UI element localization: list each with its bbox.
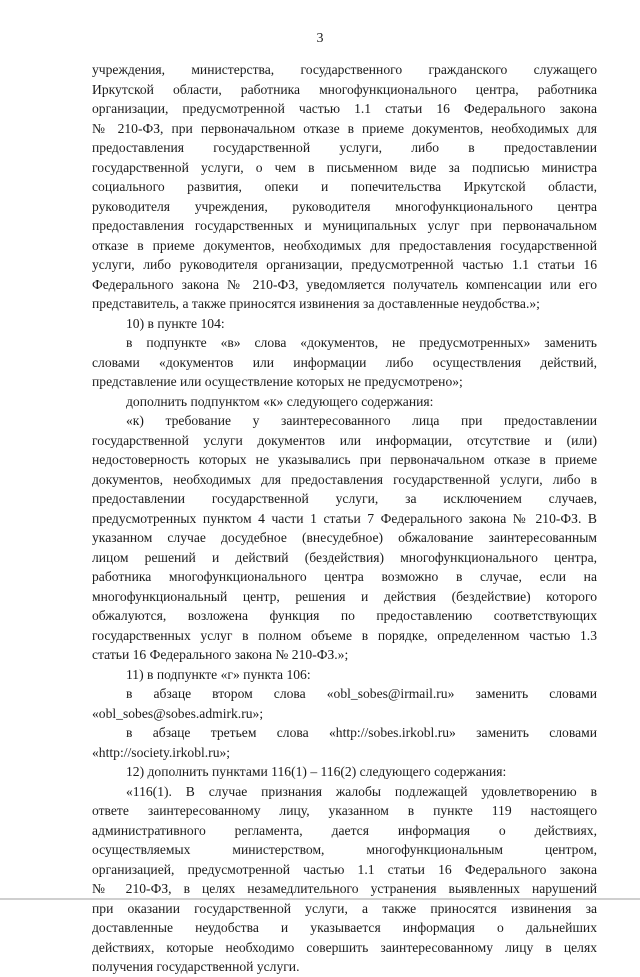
text-line: № 210-ФЗ, при первоначальном отказе в приеме документов, необходимых для	[92, 120, 597, 136]
text-line: статьи 16 Федерального закона № 210-ФЗ.»;	[92, 647, 349, 662]
text-line: Федерального закона № 210-ФЗ, уведомляется получатель компенсации или его	[92, 276, 597, 292]
text-line: предусмотренных пунктом 4 части 1 статьи 7 Федерального закона № 210-ФЗ. В	[92, 510, 597, 526]
text-line: отказе в приеме документов, необходимых для предоставления государственной	[92, 237, 597, 253]
text-line: действиях, которые необходимо совершить заинтересованному лицу в целях	[92, 939, 597, 955]
text-line: услуги, либо руководителя организации, предусмотренной частью 1.1 статьи 16	[92, 257, 597, 272]
page-number: 3	[316, 31, 324, 46]
text-line: 10) в пункте 104:	[126, 315, 225, 331]
text-line: при оказании государственной услуги, а также приносятся извинения за	[92, 900, 597, 916]
text-line: доставленные неудобства и указывается информация о дальнейших	[92, 920, 597, 935]
text-line: в подпункте «в» слова «документов, не предусмотренных» заменить	[126, 335, 597, 350]
text-line: государственных услуг в полном объеме в порядке, определенном частью 1.3	[92, 627, 597, 643]
text-line: дополнить подпунктом «к» следующего содержания:	[126, 393, 434, 409]
text-line: Иркутской области, работника многофункционального центра, работника	[92, 81, 597, 97]
text-line: в абзаце третьем слова «http://sobes.irkobl.ru» заменить словами	[126, 725, 597, 740]
text-line: 12) дополнить пунктами 116(1) – 116(2) следующего содержания:	[126, 764, 507, 779]
text-line: словами «документов или информации либо осуществления действий,	[92, 354, 597, 370]
text-line: предоставлении государственной услуги, за исключением случаев,	[92, 491, 597, 506]
text-line: предоставления государственной услуги, либо в предоставлении	[92, 140, 597, 155]
text-line: обжалуются, возложена функция по предоставлению соответствующих	[92, 608, 597, 623]
text-line: представление или осуществление которых не предусмотрено»;	[92, 374, 463, 389]
document-body	[92, 60, 597, 977]
text-line: социального развития, опеки и попечительства Иркутской области,	[92, 179, 597, 194]
text-line: работника многофункционального центра возможно в случае, если на	[92, 569, 597, 584]
text-line: в абзаце втором слова «obl_sobes@irmail.ru» заменить словами	[126, 686, 597, 701]
text-line: «obl_sobes@sobes.admirk.ru»;	[92, 705, 264, 721]
text-line: осуществляемых министерством, многофункциональным центром,	[92, 842, 597, 857]
text-line: административного регламента, дается информация о действиях,	[92, 822, 597, 838]
text-line: руководителя учреждения, руководителя многофункционального центра	[92, 198, 597, 214]
text-line: «http://society.irkobl.ru»;	[92, 744, 231, 760]
text-line: 11) в подпункте «г» пункта 106:	[126, 666, 311, 682]
text-line: документов, необходимых для предоставления государственной услуги, либо в	[92, 471, 597, 487]
page-bottom-edge	[0, 898, 640, 900]
text-line: представитель, а также приносятся извинения за доставленные неудобства.»;	[92, 296, 540, 311]
text-line: получения государственной услуги.	[92, 959, 300, 974]
text-line: лицом решений и действий (бездействия) многофункционального центра,	[92, 549, 597, 565]
text-line: многофункциональный центр, решения и действия (бездействие) которого	[92, 588, 597, 604]
text-line: «116(1). В случае признания жалобы подлежащей удовлетворению в	[126, 783, 597, 799]
text-line: организацией, предусмотренной частью 1.1 статьи 16 Федерального закона	[92, 861, 597, 877]
text-line: государственной услуги, о чем в письменном виде за подписью министра	[92, 159, 597, 175]
text-line: «к) требование у заинтересованного лица при предоставлении	[126, 413, 597, 428]
text-line: указанном случае досудебное (внесудебное) обжалование заинтересованным	[92, 530, 597, 545]
text-line: ответе заинтересованному лицу, указанном в пункте 119 настоящего	[92, 803, 597, 818]
text-line: недостоверность которых не указывались при первоначальном отказе в приеме	[92, 452, 597, 467]
text-line: учреждения, министерства, государственного гражданского служащего	[92, 62, 597, 77]
text-line: организации, предусмотренной частью 1.1 статьи 16 Федерального закона	[92, 101, 597, 116]
text-line: предоставления государственных и муниципальных услуг при первоначальном	[92, 218, 597, 233]
text-line: государственной услуги документов или информации, отсутствие и (или)	[92, 432, 597, 448]
text-line: № 210-ФЗ, в целях незамедлительного устранения выявленных нарушений	[92, 881, 597, 896]
